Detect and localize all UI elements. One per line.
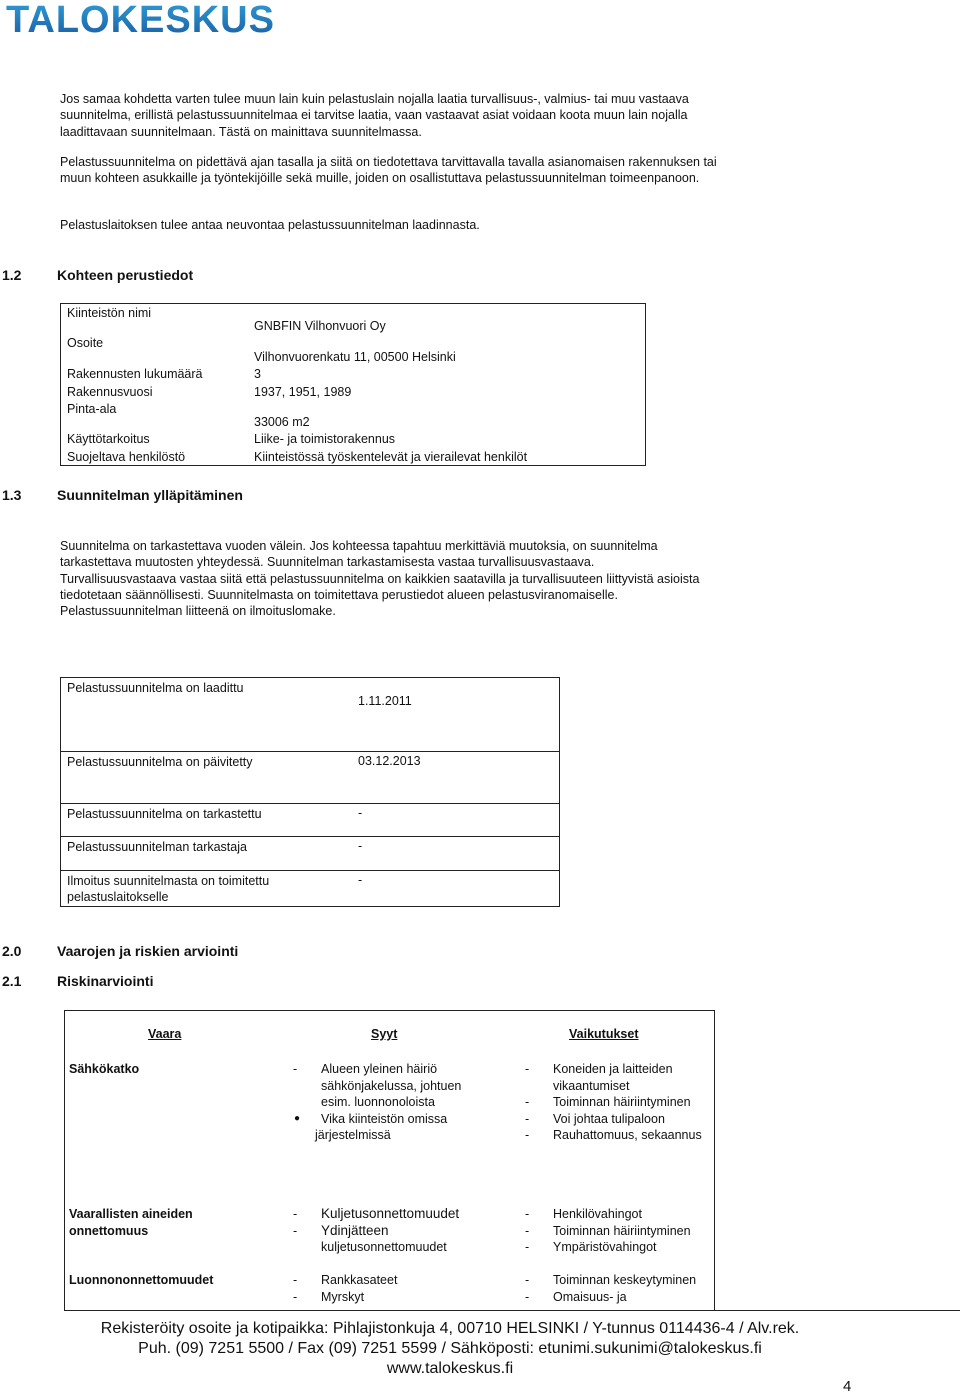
effect-text: Henkilövahingot [553,1207,642,1221]
info-value: Kiinteistössä työskentelevät ja vierailevat henkilöt [254,450,528,464]
bullet-marker: - [525,1128,530,1142]
table-row [61,836,559,870]
hazard-name: Luonnononnettomuudet [69,1273,214,1287]
effect-text: Ympäristövahingot [553,1240,657,1254]
logo-text: TALOKESKUS [6,0,275,40]
effect-text: Toiminnan häiriintyminen [553,1223,691,1238]
bullet-marker: - [525,1062,530,1076]
row-value: 1.11.2011 [358,694,412,708]
row-label: Ilmoitus suunnitelmasta on toimitettu pelastuslaitokselle [67,874,270,904]
heading-title: Suunnitelman ylläpitäminen [57,487,243,503]
cause-text: Alueen yleinen häiriö [321,1062,438,1076]
info-value: Vilhonvuorenkatu 11, 00500 Helsinki [254,350,456,364]
effect-text: Toiminnan häiriintyminen [553,1095,691,1109]
bullet-dot-icon: ● [294,1112,301,1124]
table-row [61,803,559,836]
bullet-marker: - [293,1207,298,1221]
row-label: Pelastussuunnitelma on päivitetty [67,755,253,769]
talokeskus-logo [2,0,342,40]
cause-text: Ydinjätteen [321,1222,389,1238]
row-label: Pelastussuunnitelman tarkastaja [67,840,247,854]
info-label: Rakennusvuosi [67,385,153,399]
bullet-marker: - [293,1062,298,1076]
info-label: Kiinteistön nimi [67,306,152,320]
row-label: Pelastussuunnitelma on laadittu [67,681,244,695]
table-row [61,751,559,803]
bullet-marker: - [525,1289,530,1304]
bullet-marker: - [525,1095,530,1109]
effect-text: vikaantumiset [553,1078,630,1093]
info-value: 1937, 1951, 1989 [254,385,352,399]
header-hazard: Vaara [148,1027,182,1041]
footer-website: www.talokeskus.fi [386,1360,514,1377]
cause-text: Kuljetusonnettomuudet [321,1206,460,1221]
bullet-marker: - [293,1223,298,1238]
row-value: 03.12.2013 [358,754,421,768]
bullet-marker: - [525,1223,530,1238]
row-value: - [358,873,363,887]
info-label: Käyttötarkoitus [67,432,150,446]
effect-text: Voi johtaa tulipaloon [553,1111,665,1126]
info-label: Osoite [67,336,104,350]
footer-line-1: Rekisteröity osoite ja kotipaikka: Pihlajistonkuja 4, 00710 HELSINKI / Y-tunnus 0114436-4 / Alv.rek. [100,1320,800,1337]
row-value: - [358,806,363,820]
cause-text: Rankkasateet [321,1273,398,1287]
hazard-name: Sähkökatko [69,1062,140,1076]
info-label: Rakennusten lukumäärä [67,367,203,381]
heading-number: 2.0 [2,943,22,959]
page-divider [64,1310,960,1311]
info-label: Suojeltava henkilöstö [67,450,186,464]
heading-title: Riskinarviointi [57,973,154,989]
page-number: 4 [843,1378,852,1395]
plan-status-table [60,677,560,907]
cause-text: esim. luonnonoloista [321,1095,435,1109]
info-value: GNBFIN Vilhonvuori Oy [254,319,386,333]
talokeskus-logo-graphic [2,0,342,40]
info-value: 33006 m2 [254,415,310,429]
cause-text: Vika kiinteistön omissa [321,1111,448,1126]
risk-table [64,1010,715,1310]
hazard-name: Vaarallisten aineiden onnettomuus [69,1207,193,1238]
maintenance-paragraph: Suunnitelma on tarkastettava vuoden välein. Jos kohteessa tapahtuu merkittäviä muutoksia, on suunnitelma tarkastettava muutosten yhteydessä. Suunnitelman tarkastamisesta vastaa turvallisuusvastaava. Turvallisuusvastaava vastaa siitä että pelastussuunnitelma on kaikkien saatavilla ja turvallisuuteen liittyvistä asioista tiedotetaan säännöllisesti. Suunnitelmasta on toimitettava perustiedot alueen pelastusviranomaiselle. Pelastussuunnitelman liitteenä on ilmoituslomake. [60,539,700,619]
cause-text: sähkönjakelussa, johtuen [321,1078,462,1093]
info-value: 3 [254,367,261,381]
table-row [61,678,559,751]
row-label: Pelastussuunnitelma on tarkastettu [67,807,262,821]
heading-number: 1.2 [2,267,22,283]
intro-paragraph-1: Jos samaa kohdetta varten tulee muun lain kuin pelastuslain nojalla laatia turvallisuus-, valmius- tai muu vastaava suunnitelma, erillistä pelastussuunnitelmaa ei tarvitse laatia, vaan vastaavat asiat voidaan koota muun lain nojalla laadittavaan suunnitelmaan. Tästä on mainittava suunnitelmassa. [60,92,689,139]
effect-text: Koneiden ja laitteiden [553,1062,673,1076]
row-value: - [358,839,363,853]
bullet-marker: - [525,1207,530,1221]
bullet-marker: - [293,1289,298,1304]
info-label: Pinta-ala [67,402,117,416]
cause-text: Myrskyt [321,1289,365,1304]
bullet-marker: - [525,1273,530,1287]
info-value: Liike- ja toimistorakennus [254,432,396,446]
bullet-marker: - [293,1273,298,1287]
intro-paragraph-3: Pelastuslaitoksen tulee antaa neuvontaa pelastussuunnitelman laadinnasta. [60,218,480,232]
effect-text: Rauhattomuus, sekaannus [553,1128,702,1142]
heading-title: Vaarojen ja riskien arviointi [57,943,239,959]
effect-text: Omaisuus- ja [553,1289,627,1304]
footer-line-2: Puh. (09) 7251 5500 / Fax (09) 7251 5599 / Sähköposti: etunimi.sukunimi@talokeskus.fi [138,1340,762,1357]
effect-text: Toiminnan keskeytyminen [553,1273,697,1287]
property-info-table [60,303,646,466]
heading-number: 1.3 [2,487,22,503]
table-row [61,870,559,908]
header-effects: Vaikutukset [569,1027,639,1041]
bullet-marker: - [525,1111,530,1126]
header-causes: Syyt [371,1027,398,1041]
intro-paragraph-2: Pelastussuunnitelma on pidettävä ajan tasalla ja siitä on tiedotettava tarvittavalla tavalla asianomaisen rakennuksen tai muun kohteen asukkaille ja työntekijöille sekä muille, joiden on osallistuttava pelastussuunnitelman toimeenpanoon. [60,155,717,186]
heading-number: 2.1 [2,973,22,989]
cause-text: kuljetusonnettomuudet [321,1240,447,1254]
heading-title: Kohteen perustiedot [57,267,194,283]
bullet-marker: - [525,1240,530,1254]
cause-text: järjestelmissä [315,1128,391,1142]
